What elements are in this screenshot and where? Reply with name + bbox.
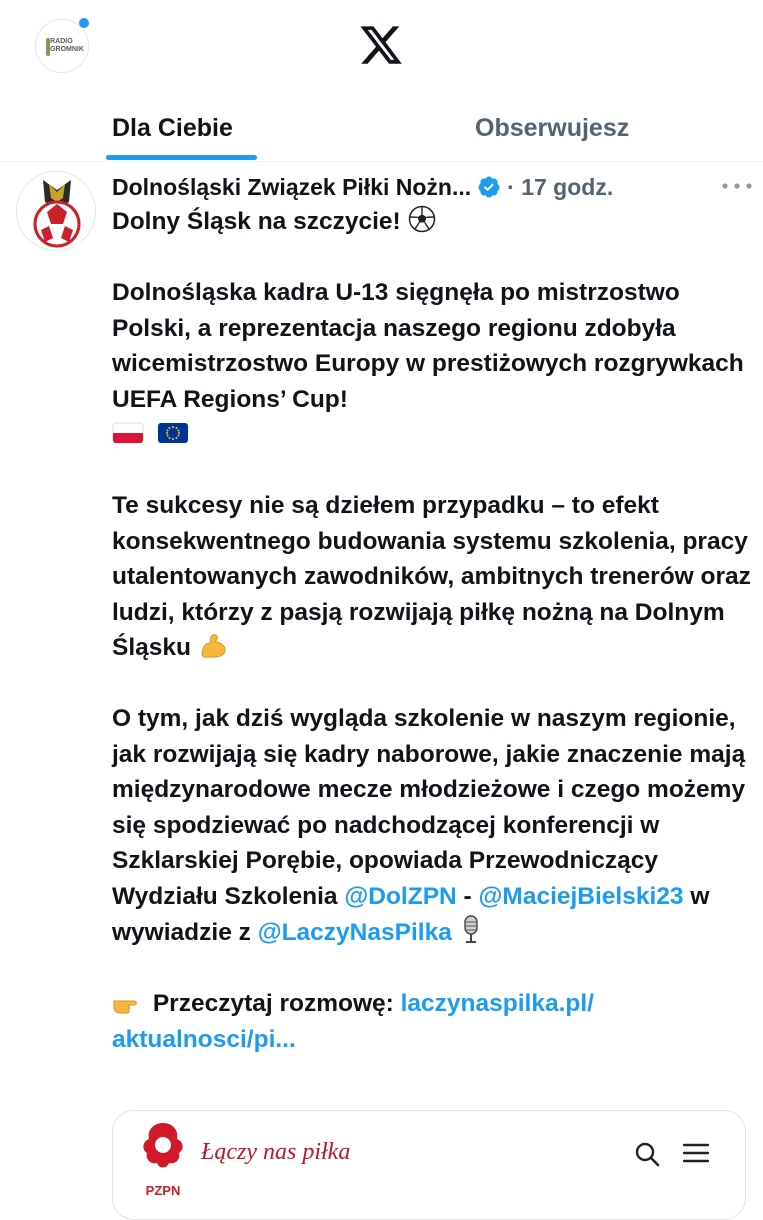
post-read-line: Przeczytaj rozmowę: laczynaspilka.pl/ aktualnosci/pi... (112, 990, 594, 1053)
more-options-icon[interactable] (717, 176, 757, 196)
active-tab-indicator (106, 155, 257, 160)
post-paragraph-3: O tym, jak dziś wygląda szkolenie w naszym regionie, jak rozwijają się kadry naborowe, jakie znaczenie mają międzynarodowe mecze młodzieżowe i czego możemy się spodziewać po nadchodzącej konferencji w Szklarskiej Porębie, opowiada Przewodniczący Wydziału Szkolenia @DolZPN - @MaciejBielski23 w wywiadzie z @LaczyNasPilka (112, 705, 746, 946)
soccer-ball-icon (408, 205, 436, 233)
account-avatar-label: RADIO GROMNIK (50, 38, 84, 53)
pointing-hand-icon (112, 991, 146, 1015)
eu-flag-icon (157, 420, 189, 446)
pzpn-logo-icon (135, 1117, 191, 1201)
post-text (112, 204, 752, 1057)
post-author-avatar[interactable] (16, 171, 96, 251)
post-paragraph-2: Te sukcesy nie są dziełem przypadku – to efekt konsekwentnego budowania systemu szkolenia, pracy utalentowanych zawodników, ambitnych trenerów oraz ludzi, którzy z pasją rozwijają piłkę nożną na Dolnym Śląsku (112, 492, 751, 661)
search-icon[interactable] (634, 1141, 660, 1167)
verified-badge-icon[interactable] (477, 175, 501, 199)
article-link[interactable]: laczynaspilka.pl/ aktualnosci/pi... (112, 990, 594, 1053)
mention-laczynaspilka[interactable]: @LaczyNasPilka (257, 919, 452, 946)
menu-icon[interactable] (683, 1142, 709, 1164)
timeline-tabs (0, 95, 763, 162)
post-paragraph-1: Dolnośląska kadra U-13 sięgnęła po mistrzostwo Polski, a reprezentacja naszego regionu zdobyła wicemistrzostwo Europy w prestiżowych rozgrywkach UEFA Regions’ Cup! (112, 275, 752, 453)
card-brand-name: Łączy nas piłka (201, 1139, 351, 1165)
tab-dla-ciebie[interactable]: Dla Ciebie (112, 113, 233, 142)
tab-obserwujesz[interactable]: Obserwujesz (475, 113, 630, 142)
link-preview-card[interactable] (112, 1110, 746, 1220)
post-timestamp[interactable]: · 17 godz. (507, 173, 614, 200)
poland-flag-icon (112, 420, 144, 446)
flexed-biceps-icon (198, 631, 228, 659)
microphone-icon (459, 914, 483, 944)
radio-logo-mark (46, 38, 50, 56)
svg-text:PZPN: PZPN (145, 1183, 181, 1198)
notification-dot (79, 18, 89, 28)
x-logo-icon[interactable] (358, 22, 404, 68)
top-bar (0, 0, 763, 95)
post-title-line: Dolny Śląsk na szczycie! (112, 204, 752, 240)
post-header (112, 170, 752, 204)
mention-dolzpn[interactable]: @DolZPN (344, 882, 457, 910)
post-author-name[interactable]: Dolnośląski Związek Piłki Nożn... (112, 173, 472, 200)
mention-maciejbielski23[interactable]: @MaciejBielski23 (478, 882, 684, 910)
dzpn-crest-icon (17, 172, 96, 251)
